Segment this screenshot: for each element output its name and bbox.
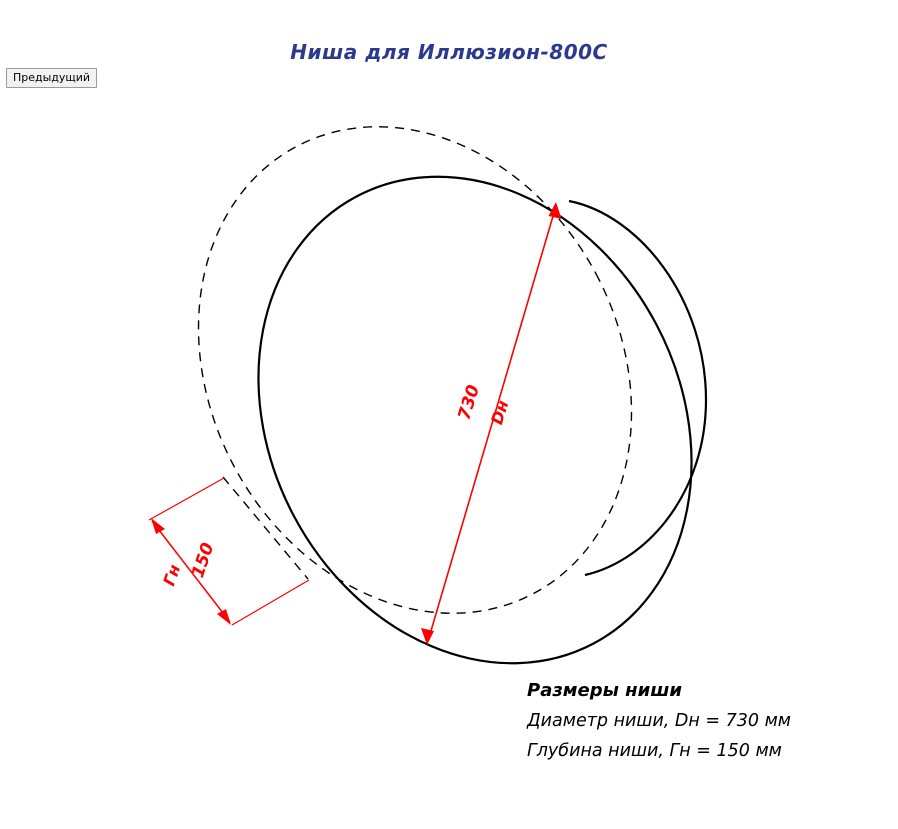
specs-heading: Размеры ниши: [527, 680, 682, 701]
previous-button[interactable]: Предыдущий: [6, 68, 97, 88]
diameter-value-label: 730: [454, 382, 484, 423]
depth-value-label: 150: [188, 540, 219, 581]
specs-block: [527, 676, 867, 766]
side-wall-generatrices: [223, 477, 308, 579]
back-circle-dashed: [115, 50, 715, 689]
diameter-dimension: [421, 202, 562, 645]
depth-symbol-label: Гн: [159, 562, 185, 589]
spec-diameter: Диаметр ниши, Dн = 730 мм: [527, 711, 792, 731]
spec-depth: Глубина ниши, Гн = 150 мм: [527, 741, 782, 761]
page-title: Ниша для Иллюзион-800С: [290, 40, 608, 64]
diameter-symbol-label: Dн: [487, 397, 513, 427]
front-circle-outline: [175, 100, 775, 739]
